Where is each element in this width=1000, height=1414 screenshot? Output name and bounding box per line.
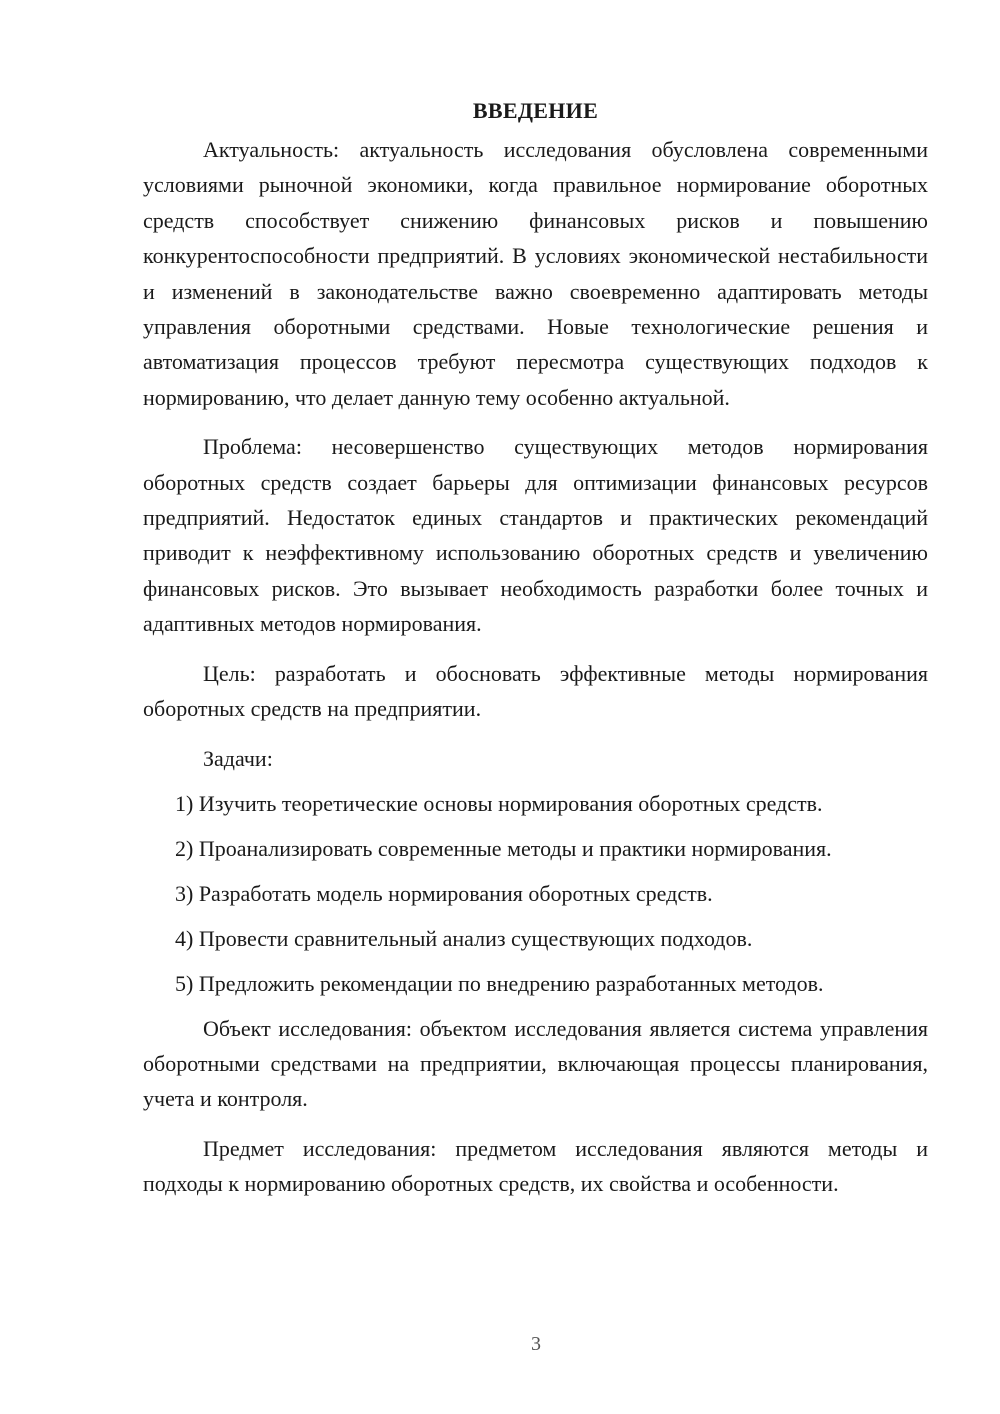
tasks-heading: Задачи: — [203, 745, 273, 771]
task-item-4: 4) Провести сравнительный анализ существующих подходов. — [175, 925, 753, 951]
task-list — [143, 786, 928, 1001]
task-item-2: 2) Проанализировать современные методы и практики нормирования. — [175, 835, 832, 861]
goal-paragraph: Цель: разработать и обосновать эффективные методы нормирования оборотных средств на предприятии. — [143, 660, 928, 722]
task-item-5: 5) Предложить рекомендации по внедрению разработанных методов. — [175, 970, 824, 996]
task-item-3: 3) Разработать модель нормирования оборотных средств. — [175, 880, 713, 906]
relevance-paragraph: Актуальность: актуальность исследования обусловлена современными условиями рыночной экономики, когда правильное нормирование оборотных средств способствует снижению финансовых рисков и повышению конкурентоспособности предприятий. В условиях экономической нестабильности и изменений в законодательстве важно своевременно адаптировать методы управления оборотными средствами. Новые технологические решения и автоматизация процессов требуют пересмотра существующих подходов к нормированию, что делает данную тему особенно актуальной. — [143, 137, 928, 410]
object-paragraph: Объект исследования: объектом исследования является система управления оборотными средствами на предприятии, включающая процессы планирования, учета и контроля. — [143, 1015, 928, 1112]
subject-paragraph: Предмет исследования: предметом исследования являются методы и подходы к нормированию оборотных средств, их свойства и особенности. — [143, 1135, 928, 1197]
page-title: ВВЕДЕНИЕ — [472, 98, 599, 123]
problem-paragraph: Проблема: несовершенство существующих методов нормирования оборотных средств создает барьеры для оптимизации финансовых ресурсов предприятий. Недостаток единых стандартов и практических рекомендаций приводит к неэффективному использованию оборотных средств и увеличению финансовых рисков. Это вызывает необходимость разработки более точных и адаптивных методов нормирования. — [143, 434, 928, 637]
document-page — [143, 96, 928, 1216]
page-number: 3 — [531, 1333, 541, 1355]
task-item-1: 1) Изучить теоретические основы нормирования оборотных средств. — [175, 790, 823, 816]
